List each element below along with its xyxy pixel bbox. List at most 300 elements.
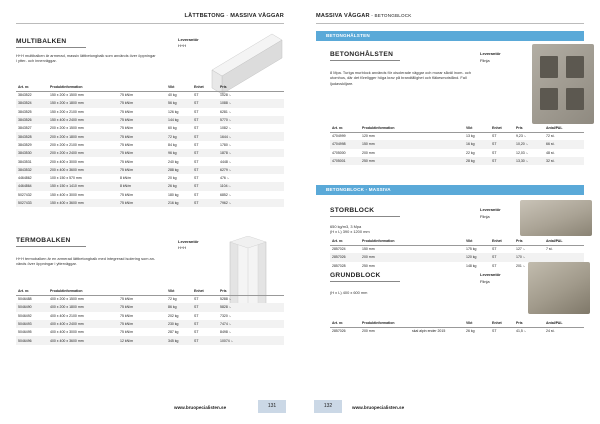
grundblock-supplier-label: Leverantör (480, 272, 501, 277)
table-cell: ST (192, 132, 218, 140)
table-body (330, 327, 584, 335)
website-footer[interactable]: www.bruopecialisten.se (174, 405, 227, 410)
table-cell: ST (192, 166, 218, 174)
table-cell: 250 mm (360, 157, 410, 165)
header-rule (316, 23, 584, 24)
betonghalsten-table (330, 124, 584, 165)
description-line: 8 Mpa. Turiga murblock används för oisolerade väggar och murar såväl inom- och (330, 70, 471, 75)
table-cell: 2857026 (330, 253, 360, 261)
table-cell (544, 253, 584, 261)
description-line: (H x L) 390 x 1200 mm (330, 229, 370, 235)
table-header-row (16, 83, 284, 91)
termobalken-supplier: H+H (178, 245, 187, 250)
table-cell: 3843524 (16, 99, 48, 107)
table-cell: 5046493 (16, 320, 48, 328)
table-cell: 150 x 200 x 1500 mm (50, 93, 84, 98)
table-cell: 345 kg (166, 336, 192, 344)
table-cell (410, 262, 464, 270)
table-row (16, 336, 284, 344)
table-cell: ST (192, 99, 218, 107)
grundblock-table (330, 319, 584, 335)
table-cell: 200 x 200 x 1500 mm (50, 126, 84, 131)
table-cell: 75 kN/m (118, 166, 166, 174)
table-cell: 3843528 (16, 132, 48, 140)
website-footer[interactable]: www.bruopecialisten.se (352, 405, 405, 410)
table-row (16, 191, 284, 199)
column-header: Produktinformation (48, 83, 118, 91)
table-cell (410, 140, 464, 148)
storblock-image (520, 200, 592, 236)
table-cell (410, 253, 464, 261)
table-cell: 288 kg (166, 166, 192, 174)
table-cell: 120 kg (464, 253, 490, 261)
header-title: MASSIVA VÄGGAR (316, 13, 370, 19)
table-cell: 200 x 200 x 2100 mm (50, 142, 84, 147)
table-row (16, 312, 284, 320)
table-cell: ST (194, 159, 199, 164)
description-line: i ytter- och innerväggar. (16, 58, 57, 64)
table-cell: 1088 :- (218, 99, 284, 107)
table-row (16, 108, 284, 116)
table-cell: 12,03 :- (516, 150, 528, 155)
block-hole (540, 88, 558, 110)
termobalken-description (16, 256, 188, 267)
table-cell: 84 kg (168, 142, 177, 147)
table-cell: 400 x 400 x 3600 mm (48, 336, 118, 344)
description-line: H+H multibalken är armerad, massiv lättbetongbalk som används över öppningar (16, 53, 156, 58)
table-body (16, 91, 284, 207)
table-cell: 75 kN/m (120, 93, 134, 98)
table-cell: 13,30 :- (514, 157, 544, 165)
table-row (16, 149, 284, 157)
table-cell: 2857028 (332, 263, 346, 268)
table-cell: 75 kN/m (118, 303, 166, 311)
table-cell: 150 x 200 x 2100 mm (50, 109, 84, 114)
table-cell: 150 x 200 x 1800 mm (48, 99, 118, 107)
table-cell: 41,5 :- (516, 329, 526, 334)
column-header: Enhet (490, 319, 514, 327)
betonghalsten-supplier-label: Leverantör (480, 51, 501, 56)
table-row (330, 327, 584, 335)
table-cell: 6281 :- (220, 109, 231, 114)
table-cell: 5770 :- (218, 116, 284, 124)
description-line: utomhus, där det föreligger höga krav på brandtålighet och fläkesmotstånd. Fall (330, 75, 467, 81)
column-header (118, 83, 166, 91)
table-cell: ST (192, 116, 218, 124)
table-row (330, 149, 584, 157)
table-cell: ST (490, 140, 514, 148)
grundblock-image (528, 262, 590, 314)
table-cell: 75 kN/m (120, 313, 134, 318)
column-header (410, 237, 464, 245)
table-cell (410, 132, 464, 140)
table-cell: 175 kg (466, 247, 477, 252)
header-separator: - (369, 13, 375, 18)
column-header: Art. nr. (330, 237, 360, 245)
table-cell: 86 kg (166, 303, 192, 311)
description-line: vänds över öppningar i ytterväggar. (16, 261, 77, 267)
table-header-row (330, 124, 584, 132)
table-cell: 150 x 400 x 3000 mm (50, 192, 84, 197)
table-cell: 4705000 (332, 150, 346, 155)
column-header: Produktinformation (48, 287, 118, 295)
table-cell: 24 st. (546, 329, 555, 334)
multibalken-supplier: H+H (178, 43, 187, 48)
table-cell: ST (194, 176, 199, 181)
table-cell: ST (492, 329, 497, 334)
table-cell: 216 kg (166, 199, 192, 207)
column-header: Pris (514, 319, 544, 327)
table-cell: 400 x 400 x 3000 mm (50, 330, 84, 335)
table-cell: 5046496 (16, 336, 48, 344)
table-cell: 96 kg (166, 149, 192, 157)
table-cell: 20 kg (168, 176, 177, 181)
table-cell (410, 245, 464, 253)
table-cell: 5288 :- (220, 297, 231, 302)
table-row (16, 99, 284, 107)
table-row (16, 303, 284, 311)
table-cell: ST (194, 192, 199, 197)
table-cell: 75 kN/m (120, 126, 134, 131)
table-cell: 202 kg (168, 313, 179, 318)
table-cell: 7 st. (546, 247, 553, 252)
table-cell: 2857024 (332, 247, 346, 252)
table-cell: 3843525 (18, 109, 32, 114)
table-cell: ST (492, 263, 497, 268)
grundblock-description (330, 290, 480, 295)
table-cell: 6279 :- (218, 166, 284, 174)
table-cell: 200 x 200 x 2400 mm (48, 149, 118, 157)
table-cell: 400 x 200 x 1800 mm (48, 303, 118, 311)
column-header: Pris (218, 83, 284, 91)
table-row (330, 140, 584, 148)
table-cell: 75 kN/m (118, 149, 166, 157)
table-cell: ST (194, 109, 199, 114)
table-cell: 5027433 (16, 199, 48, 207)
table-cell: 5027432 (18, 192, 32, 197)
table-cell: ST (192, 199, 218, 207)
table-cell: 127 :- (516, 247, 525, 252)
table-row (16, 124, 284, 132)
table-cell: 148 kg (466, 263, 477, 268)
table-cell: 4448 :- (220, 159, 231, 164)
table-cell: 13 kg (466, 134, 475, 139)
grundblock-title: GRUNDBLOCK (330, 272, 400, 282)
table-cell: 4464864 (16, 182, 48, 190)
table-cell (410, 157, 464, 165)
betonghalsten-description (330, 70, 508, 86)
betonghalsten-title: BETONGHÅLSTEN (330, 51, 400, 61)
table-cell: ST (192, 149, 218, 157)
betonghalsten-supplier: Flinja (480, 58, 490, 63)
grundblock-supplier: Flinja (480, 279, 490, 284)
header-section: MASSIVA VÄGGAR (230, 13, 284, 19)
column-header: Antal/PAL (544, 237, 584, 245)
table-cell: 10,20 :- (514, 140, 544, 148)
table-cell: skal alpin ender 2015 (412, 329, 446, 334)
table-cell: 75 kN/m (120, 159, 134, 164)
table-cell: 120 mm (362, 134, 375, 139)
table-cell: 250 mm (362, 263, 375, 268)
block-hole (566, 88, 584, 110)
header-separator: - (224, 13, 231, 19)
table-cell: 5046490 (16, 303, 48, 311)
table-cell: 72 kg (168, 297, 177, 302)
column-header: Art. nr. (16, 287, 48, 295)
table-cell: 75 kN/m (120, 192, 134, 197)
table-cell: 1878 :- (218, 149, 284, 157)
table-cell: 144 kg (166, 116, 192, 124)
table-row (16, 166, 284, 174)
table-cell: 6852 :- (220, 192, 231, 197)
column-header: Art. nr. (330, 319, 360, 327)
table-row (16, 174, 284, 182)
table-body (16, 295, 284, 345)
table-cell: 1780 :- (220, 142, 231, 147)
page-number: 132 (314, 400, 342, 413)
table-body (330, 132, 584, 165)
table-cell: 2857026 (332, 329, 346, 334)
table-cell: 75 kN/m (120, 109, 134, 114)
table-cell: 5828 :- (218, 303, 284, 311)
table-cell: ST (192, 320, 218, 328)
table-cell: 1644 :- (218, 132, 284, 140)
table-header-row (330, 237, 584, 245)
table-cell: 150 x 150 x 1410 mm (48, 182, 118, 190)
storblock-supplier-label: Leverantör (480, 207, 501, 212)
table-cell: 5046488 (18, 297, 32, 302)
header-title: LÄTTBETONG (184, 13, 225, 19)
table-cell: ST (194, 313, 199, 318)
table-cell: 7474 :- (218, 320, 284, 328)
column-header: Art. nr. (330, 124, 360, 132)
table-cell: 200 mm (362, 329, 375, 334)
table-row (16, 199, 284, 207)
table-cell: 240 kg (168, 159, 179, 164)
table-cell: 75 kN/m (120, 142, 134, 147)
table-cell: 3843532 (16, 166, 48, 174)
table-row (16, 132, 284, 140)
column-header: Vikt (464, 124, 490, 132)
table-cell: 200 mm (362, 150, 375, 155)
table-cell: 75 kN/m (118, 320, 166, 328)
column-header: Enhet (490, 124, 514, 132)
table-cell: 26 kg (166, 182, 192, 190)
multibalken-supplier-label: Leverantör (178, 37, 199, 42)
table-row (16, 157, 284, 165)
table-cell: ST (192, 303, 218, 311)
table-cell: 3843530 (16, 149, 48, 157)
table-cell: 8 kN/m (118, 182, 166, 190)
table-cell: 3843529 (18, 142, 32, 147)
table-cell: 4464862 (18, 176, 32, 181)
table-cell: 8 kN/m (120, 176, 132, 181)
table-cell: 126 kg (168, 109, 179, 114)
table-cell: 12 kN/m (118, 336, 166, 344)
table-cell: 75 kN/m (118, 116, 166, 124)
header-rule (16, 23, 284, 24)
table-cell: 32 st. (544, 157, 584, 165)
table-cell: 75 kN/m (118, 199, 166, 207)
table-row (330, 132, 584, 140)
table-cell (410, 149, 464, 157)
description-line: (H x L) 400 x 600 mm (330, 290, 368, 295)
left-page-header (185, 13, 284, 19)
table-cell: ST (192, 182, 218, 190)
table-cell: 72 kg (166, 132, 192, 140)
betonghalsten-image (532, 44, 594, 124)
column-header: Vikt (166, 287, 192, 295)
table-cell: 48 st. (546, 150, 555, 155)
table-cell: ST (492, 150, 497, 155)
multibalken-description (16, 53, 186, 64)
table-cell: 16 kg (464, 140, 490, 148)
section-band-betongblock: BETONGBLOCK - MASSIVA (316, 185, 584, 195)
table-cell: 5046492 (18, 313, 32, 318)
table-cell: ST (492, 247, 497, 252)
table-cell: 400 x 400 x 2400 mm (48, 320, 118, 328)
table-cell: 3843522 (18, 93, 32, 98)
table-cell: 287 kg (168, 330, 179, 335)
storblock-description (330, 224, 480, 235)
termobalken-title: TERMOBALKEN (16, 237, 86, 247)
description-line: H+H termobalken är en armerad lättbetongbalk med integrerad isolering som an- (16, 256, 156, 261)
table-cell: 75 kN/m (118, 99, 166, 107)
block-hole (566, 56, 584, 78)
table-row (330, 253, 584, 261)
table-cell: 75 kN/m (118, 132, 166, 140)
table-cell: 150 x 400 x 3600 mm (48, 199, 118, 207)
table-cell: 150 x 400 x 2400 mm (48, 116, 118, 124)
column-header: Enhet (192, 287, 218, 295)
right-page-header (316, 13, 412, 19)
table-cell: 7962 :- (218, 199, 284, 207)
table-cell: 100 x 150 x 570 mm (50, 176, 82, 181)
table-cell: 476 :- (220, 176, 229, 181)
block-hole (540, 56, 558, 78)
column-header: Pris (218, 287, 284, 295)
table-cell: ST (192, 336, 218, 344)
table-row (16, 320, 284, 328)
column-header: Enhet (192, 83, 218, 91)
table-cell: 72 st. (546, 134, 555, 139)
table-cell: ST (194, 93, 199, 98)
table-row (16, 91, 284, 99)
table-cell: ST (194, 142, 199, 147)
table-row (16, 116, 284, 124)
termobalken-supplier-label: Leverantör (178, 239, 199, 244)
table-cell: 200 x 400 x 3000 mm (50, 159, 84, 164)
column-header: Pris (514, 124, 544, 132)
column-header: Vikt (166, 83, 192, 91)
storblock-title: STORBLOCK (330, 207, 400, 217)
table-row (330, 245, 584, 253)
column-header: Pris (514, 237, 544, 245)
table-cell: ST (490, 157, 514, 165)
table-cell: 150 mm (360, 140, 410, 148)
column-header (118, 287, 166, 295)
table-cell: 170 :- (514, 253, 544, 261)
column-header (410, 124, 464, 132)
page-number: 131 (258, 400, 286, 413)
table-cell: 200 x 200 x 1800 mm (48, 132, 118, 140)
table-cell: 3843531 (18, 159, 32, 164)
table-cell: ST (492, 134, 497, 139)
table-cell: 56 kg (166, 99, 192, 107)
table-cell: 22 kg (466, 150, 475, 155)
column-header: Antal/PAL (544, 124, 584, 132)
table-cell: ST (490, 253, 514, 261)
column-header: Produktinformation (360, 237, 410, 245)
table-cell: 66 st. (544, 140, 584, 148)
column-header: Art. nr. (16, 83, 48, 91)
column-header (410, 319, 464, 327)
table-row (16, 328, 284, 336)
table-header-row (16, 287, 284, 295)
table-cell: 3843526 (16, 116, 48, 124)
table-row (330, 157, 584, 165)
section-band-betonghalsten: BETONGHÅLSTEN (316, 31, 584, 41)
table-cell: 7320 :- (220, 313, 231, 318)
table-header-row (330, 319, 584, 327)
column-header: Enhet (490, 237, 514, 245)
description-line: ljudavskiljare. (330, 80, 354, 86)
storblock-supplier: Flinja (480, 214, 490, 219)
header-section: BETONGBLOCK (374, 13, 412, 18)
table-cell: 1082 :- (220, 126, 231, 131)
table-cell: 10074 :- (218, 336, 284, 344)
termobalken-table (16, 287, 284, 345)
table-row (16, 295, 284, 303)
table-cell: 3843527 (18, 126, 32, 131)
multibalken-title: MULTIBALKEN (16, 38, 86, 48)
table-cell: 200 mm (360, 253, 410, 261)
table-cell: 150 mm (362, 247, 375, 252)
table-cell: 180 kg (168, 192, 179, 197)
multibalken-table (16, 83, 284, 207)
table-cell: 9,23 :- (516, 134, 526, 139)
table-cell: 1104 :- (218, 182, 284, 190)
column-header: Vikt (464, 319, 490, 327)
table-cell: 28 kg (464, 157, 490, 165)
table-cell: 8498 :- (220, 330, 231, 335)
column-header: Produktinformation (360, 124, 410, 132)
table-row (16, 141, 284, 149)
table-cell: 5046495 (18, 330, 32, 335)
table-cell: 26 kg (466, 329, 475, 334)
table-cell: 400 x 200 x 1500 mm (50, 297, 84, 302)
table-cell: 4705001 (330, 157, 360, 165)
table-cell: 400 x 400 x 2100 mm (50, 313, 84, 318)
table-row (16, 182, 284, 190)
table-cell: ST (194, 126, 199, 131)
column-header: Antal/PAL (544, 319, 584, 327)
table-cell: 200 x 400 x 3600 mm (48, 166, 118, 174)
table-cell: ST (194, 330, 199, 335)
table-cell: 4704998 (330, 140, 360, 148)
table-cell: 75 kN/m (120, 297, 134, 302)
right-page (300, 0, 600, 424)
table-cell: 201 :- (516, 263, 525, 268)
table-cell: 1028 :- (220, 93, 231, 98)
table-cell: 40 kg (168, 93, 177, 98)
table-cell: 60 kg (168, 126, 177, 131)
column-header: Produktinformation (360, 319, 410, 327)
table-cell: 4704999 (332, 134, 346, 139)
table-cell: 230 kg (166, 320, 192, 328)
table-cell: ST (194, 297, 199, 302)
table-cell: 75 kN/m (120, 330, 134, 335)
